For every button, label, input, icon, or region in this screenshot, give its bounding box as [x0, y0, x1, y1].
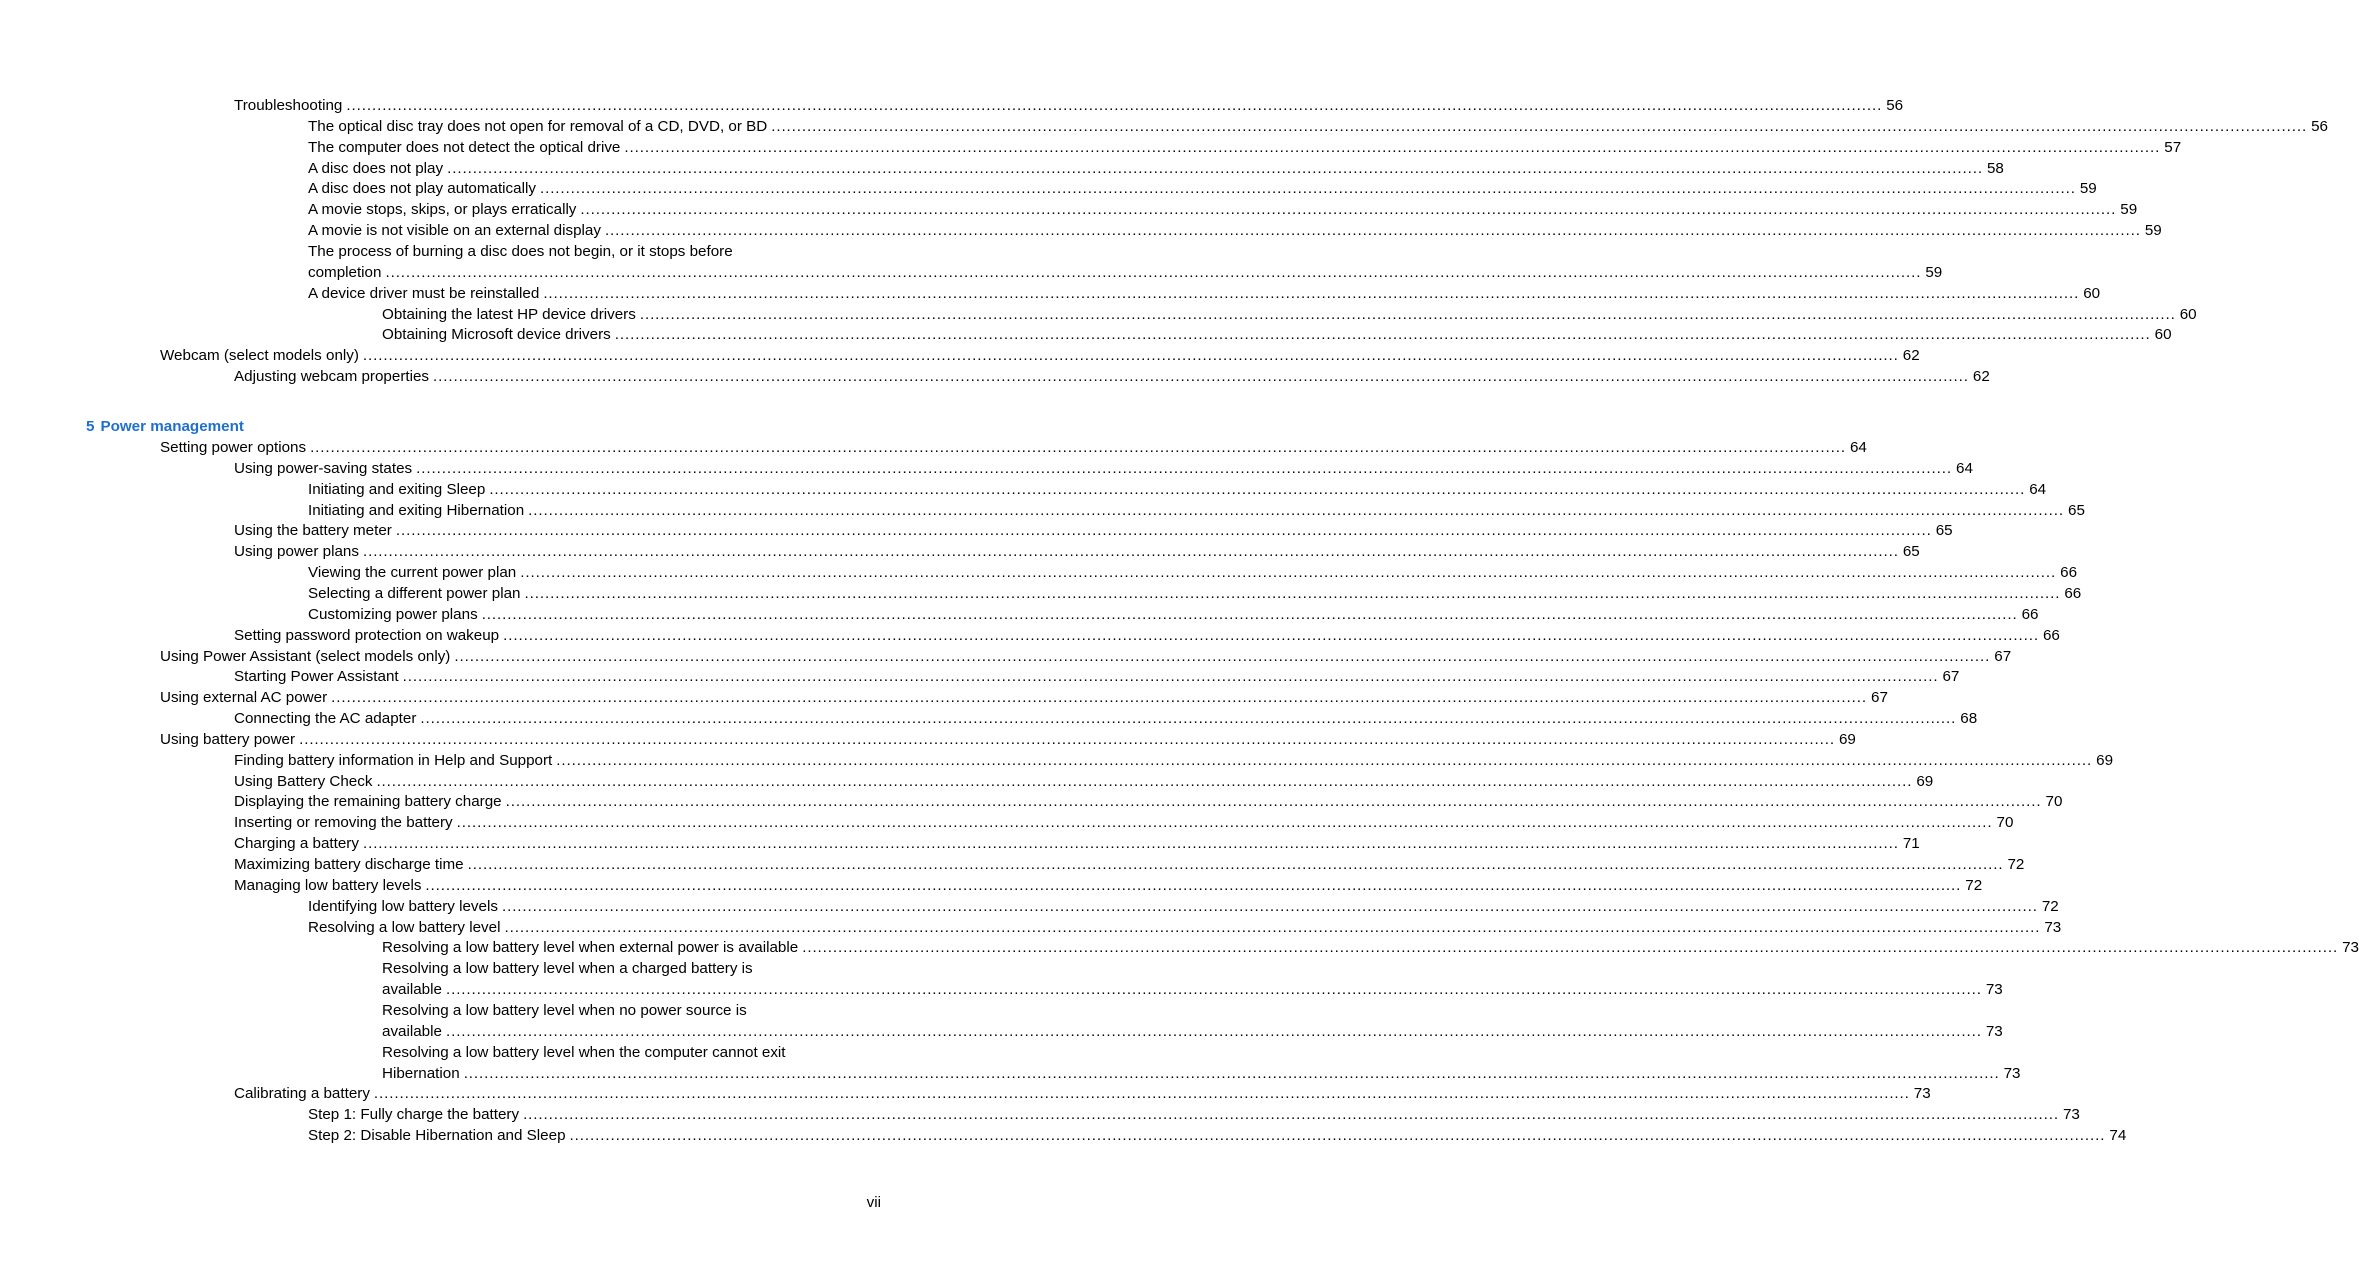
toc-entry-page: 70 — [1996, 814, 2014, 832]
toc-entry-title: A movie is not visible on an external display — [308, 222, 601, 240]
toc-entry-page: 72 — [2041, 897, 2059, 915]
toc-leader-dots: ............................................................................................................................................................................................................................................................................................................ — [362, 835, 1899, 853]
toc-entry-page: 62 — [1902, 347, 1920, 365]
toc-entry-title: Setting power options — [160, 439, 307, 456]
toc-entry[interactable] — [308, 283, 2101, 304]
toc-leader-dots: ............................................................................................................................................................................................................................................................................................................ — [524, 584, 2061, 602]
toc-entry-title: A device driver must be reinstalled — [308, 284, 540, 302]
toc-entry[interactable] — [382, 1000, 881, 1021]
toc-entry-title: Step 2: Disable Hibernation and Sleep — [308, 1127, 566, 1145]
toc-entry-title: Using power plans — [234, 543, 359, 561]
toc-entry[interactable] — [234, 95, 1904, 116]
toc-entry-title: Customizing power plans — [308, 605, 478, 623]
toc-leader-dots: ............................................................................................................................................................................................................................................................................................................ — [346, 97, 1883, 114]
toc-entry-page: 73 — [2044, 918, 2062, 936]
toc-leader-dots: ............................................................................................................................................................................................................................................................................................................ — [310, 439, 1846, 456]
toc-leader-dots: ............................................................................................................................................................................................................................................................................................................ — [376, 772, 1913, 790]
toc-entry-title: Viewing the current power plan — [308, 564, 517, 582]
toc-entry-title: The optical disc tray does not open for removal of a CD, DVD, or BD — [308, 117, 768, 135]
toc-entry[interactable] — [308, 917, 2062, 938]
toc-entry-page: 72 — [1965, 876, 1983, 894]
toc-entry-page: 67 — [1994, 647, 2012, 665]
toc-entry-title: Displaying the remaining battery charge — [234, 793, 502, 811]
toc-entry[interactable] — [234, 666, 1960, 687]
toc-entry-title: Resolving a low battery level when a charged battery is — [382, 960, 753, 978]
toc-entry[interactable] — [308, 583, 2082, 604]
toc-leader-dots: ............................................................................................................................................................................................................................................................................................................ — [539, 180, 2076, 198]
toc-entry[interactable] — [160, 729, 1856, 750]
toc-entry-page: 59 — [2120, 201, 2138, 219]
toc-leader-dots: ............................................................................................................................................................................................................................................................................................................ — [331, 689, 1868, 707]
toc-entry[interactable] — [308, 1125, 2127, 1146]
toc-leader-dots: ............................................................................................................................................................................................................................................................................................................ — [433, 368, 1969, 386]
toc-entry-title: Initiating and exiting Hibernation — [308, 501, 525, 519]
toc-entry-page: 73 — [1985, 981, 2003, 999]
toc-entry-page: 59 — [1925, 263, 1943, 281]
toc-entry-title: A disc does not play — [308, 159, 444, 177]
toc-entry[interactable] — [234, 458, 1973, 479]
toc-entry[interactable] — [308, 220, 2162, 241]
toc-leader-dots: ............................................................................................................................................................................................................................................................................................................ — [456, 814, 1993, 832]
toc-leader-dots: ............................................................................................................................................................................................................................................................................................................ — [420, 710, 1957, 728]
toc-entry-title: Hibernation — [382, 1064, 460, 1082]
toc-leader-dots: ............................................................................................................................................................................................................................................................................................................ — [445, 981, 1982, 999]
toc-entry[interactable] — [234, 541, 1920, 562]
toc-leader-dots: ............................................................................................................................................................................................................................................................................................................ — [425, 876, 1962, 894]
toc-entry[interactable] — [382, 937, 2359, 958]
toc-entry-title: Charging a battery — [234, 835, 359, 853]
chapter-title: Power management — [100, 418, 244, 435]
toc-entry[interactable] — [382, 324, 2172, 345]
toc-entry[interactable] — [234, 854, 2025, 875]
toc-leader-dots: ............................................................................................................................................................................................................................................................................................................ — [489, 480, 2026, 498]
toc-entry-page: 64 — [2029, 480, 2047, 498]
toc-entry-page: 60 — [2154, 326, 2172, 344]
toc-leader-dots: ............................................................................................................................................................................................................................................................................................................ — [362, 347, 1899, 365]
toc-entry-page: 56 — [2311, 117, 2328, 135]
toc-entry[interactable] — [382, 1063, 2021, 1084]
toc-entry-page: 65 — [1935, 522, 1953, 540]
toc-entry-page: 73 — [1985, 1022, 2003, 1040]
toc-entry-page: 69 — [1916, 772, 1934, 790]
toc-entry-page: 68 — [1960, 710, 1978, 728]
toc-entry-title: Using Power Assistant (select models only) — [160, 647, 451, 665]
toc-entry[interactable] — [234, 708, 1978, 729]
toc-leader-dots: ............................................................................................................................................................................................................................................................................................................ — [802, 939, 2339, 957]
toc-entry-page: 59 — [2144, 222, 2162, 240]
toc-entry[interactable] — [234, 1083, 1931, 1104]
toc-entry[interactable] — [382, 958, 881, 979]
toc-entry-title: Resolving a low battery level — [308, 918, 501, 936]
toc-entry[interactable] — [308, 241, 881, 262]
toc-entry[interactable] — [308, 896, 2059, 917]
toc-entry[interactable] — [234, 875, 1983, 896]
toc-entry[interactable] — [234, 625, 2060, 646]
toc-entry-page: 74 — [2109, 1127, 2127, 1145]
toc-entry-page: 56 — [1886, 97, 1904, 114]
toc-leader-dots: ............................................................................................................................................................................................................................................................................................................ — [569, 1127, 2106, 1145]
toc-entry[interactable] — [308, 137, 2182, 158]
toc-entry[interactable] — [308, 500, 2085, 521]
toc-entry-title: Initiating and exiting Sleep — [308, 480, 486, 498]
toc-entry[interactable] — [160, 437, 1867, 458]
toc-entry-page: 64 — [1956, 459, 1973, 477]
toc-entry[interactable] — [308, 199, 2138, 220]
toc-entry-page: 66 — [2021, 605, 2039, 623]
toc-entry[interactable] — [234, 791, 2063, 812]
toc-entry[interactable] — [308, 1104, 2080, 1125]
toc-entry-page: 73 — [2342, 939, 2359, 957]
toc-entry-title: Resolving a low battery level when the computer cannot exit — [382, 1043, 786, 1061]
toc-entry[interactable] — [308, 178, 2097, 199]
toc-entry[interactable] — [160, 646, 2012, 667]
toc-entry-title: Using Battery Check — [234, 772, 373, 790]
toc-entry-page: 60 — [2179, 305, 2197, 323]
chapter-heading[interactable] — [86, 416, 244, 437]
toc-leader-dots: ............................................................................................................................................................................................................................................................................................................ — [639, 305, 2176, 323]
toc-leader-dots: ............................................................................................................................................................................................................................................................................................................ — [504, 918, 2041, 936]
toc-entry-page: 62 — [1972, 368, 1990, 386]
toc-entry-page: 66 — [2042, 626, 2060, 644]
toc-entry-page: 73 — [2003, 1064, 2021, 1082]
toc-entry-title: Inserting or removing the battery — [234, 814, 453, 832]
toc-entry-page: 67 — [1942, 668, 1960, 686]
toc-entry[interactable] — [382, 304, 2197, 325]
toc-entry[interactable] — [160, 687, 1888, 708]
toc-leader-dots: ............................................................................................................................................................................................................................................................................................................ — [447, 159, 1983, 177]
toc-entry-title: Identifying low battery levels — [308, 897, 498, 915]
toc-leader-dots: ............................................................................................................................................................................................................................................................................................................ — [624, 138, 2161, 156]
toc-entry[interactable] — [160, 345, 1920, 366]
toc-entry-title: Connecting the AC adapter — [234, 710, 417, 728]
toc-entry-page: 73 — [2062, 1106, 2080, 1124]
page-number: vii — [866, 1194, 881, 1211]
toc-entry-title: The computer does not detect the optical drive — [308, 138, 621, 156]
toc-entry-title: Resolving a low battery level when external power is available — [382, 939, 799, 957]
toc-entry-title: available — [382, 1022, 442, 1040]
toc-entry-title: The process of burning a disc does not begin, or it stops before — [308, 242, 733, 260]
toc-entry-title: Starting Power Assistant — [234, 668, 399, 686]
toc-entry-page: 59 — [2079, 180, 2097, 198]
toc-entry-title: Using external AC power — [160, 689, 328, 707]
toc-leader-dots: ............................................................................................................................................................................................................................................................................................................ — [614, 326, 2151, 344]
toc-leader-dots: ............................................................................................................................................................................................................................................................................................................ — [467, 856, 2004, 873]
toc-entry-page: 65 — [2068, 501, 2085, 519]
toc-entry-page: 69 — [2096, 751, 2114, 769]
chapter-number: 5 — [86, 418, 95, 435]
toc-leader-dots: ............................................................................................................................................................................................................................................................................................................ — [528, 501, 2065, 519]
toc-entry-title: Using power-saving states — [234, 459, 413, 477]
toc-entry-title: Managing low battery levels — [234, 876, 422, 894]
toc-entry[interactable] — [234, 771, 1934, 792]
toc-entry-page: 67 — [1871, 689, 1888, 707]
toc-entry-page: 73 — [1913, 1085, 1931, 1103]
toc-leader-dots: ............................................................................................................................................................................................................................................................................................................ — [505, 793, 2042, 811]
toc-leader-dots: ............................................................................................................................................................................................................................................................................................................ — [416, 459, 1952, 477]
toc-entry-title: A disc does not play automatically — [308, 180, 536, 198]
toc-entry-page: 65 — [1902, 543, 1920, 561]
toc-entry[interactable] — [234, 750, 2114, 771]
toc-entry-page: 72 — [2007, 856, 2025, 873]
toc-entry-title: Finding battery information in Help and Support — [234, 751, 553, 769]
toc-entry-title: Using the battery meter — [234, 522, 392, 540]
toc-leader-dots: ............................................................................................................................................................................................................................................................................................................ — [373, 1085, 1910, 1103]
toc-leader-dots: ............................................................................................................................................................................................................................................................................................................ — [385, 263, 1922, 281]
toc-entry[interactable] — [308, 479, 2047, 500]
toc-leader-dots: ............................................................................................................................................................................................................................................................................................................ — [523, 1106, 2059, 1124]
toc-entry[interactable] — [382, 979, 2003, 1000]
toc-entry-title: Setting password protection on wakeup — [234, 626, 500, 644]
toc-entry-title: Webcam (select models only) — [160, 347, 359, 365]
toc-leader-dots: ............................................................................................................................................................................................................................................................................................................ — [520, 564, 2057, 582]
toc-entry-title: Using battery power — [160, 730, 296, 748]
toc-entry[interactable] — [234, 366, 1990, 387]
toc-entry-title: Obtaining Microsoft device drivers — [382, 326, 611, 344]
toc-leader-dots: ............................................................................................................................................................................................................................................................................................................ — [556, 751, 2093, 769]
toc-entry-title: Adjusting webcam properties — [234, 368, 430, 386]
toc-entry[interactable] — [308, 262, 1943, 283]
toc-leader-dots: ............................................................................................................................................................................................................................................................................................................ — [503, 626, 2039, 644]
toc-entry[interactable] — [308, 562, 2078, 583]
toc-entry-page: 66 — [2060, 564, 2078, 582]
toc-entry-page: 60 — [2083, 284, 2101, 302]
toc-leader-dots: ............................................................................................................................................................................................................................................................................................................ — [604, 222, 2141, 240]
toc-leader-dots: ............................................................................................................................................................................................................................................................................................................ — [580, 201, 2117, 219]
toc-leader-dots: ............................................................................................................................................................................................................................................................................................................ — [402, 668, 1939, 686]
toc-entry-title: Calibrating a battery — [234, 1085, 370, 1103]
toc-leader-dots: ............................................................................................................................................................................................................................................................................................................ — [771, 117, 2308, 135]
toc-leader-dots: ............................................................................................................................................................................................................................................................................................................ — [362, 543, 1899, 561]
toc-entry[interactable] — [234, 833, 1920, 854]
toc-entry[interactable] — [308, 158, 2004, 179]
toc-entry-title: Resolving a low battery level when no power source is — [382, 1001, 747, 1019]
toc-leader-dots: ............................................................................................................................................................................................................................................................................................................ — [543, 284, 2080, 302]
toc-entry[interactable] — [234, 520, 1953, 541]
toc-entry[interactable] — [234, 812, 2014, 833]
toc-entry[interactable] — [308, 604, 2039, 625]
toc-leader-dots: ............................................................................................................................................................................................................................................................................................................ — [501, 897, 2038, 915]
toc-leader-dots: ............................................................................................................................................................................................................................................................................................................ — [445, 1022, 1982, 1040]
toc-entry[interactable] — [308, 116, 2328, 137]
toc-entry-page: 66 — [2064, 584, 2082, 602]
toc-leader-dots: ............................................................................................................................................................................................................................................................................................................ — [395, 522, 1932, 540]
toc-leader-dots: ............................................................................................................................................................................................................................................................................................................ — [454, 647, 1991, 665]
toc-entry-title: Maximizing battery discharge time — [234, 856, 464, 873]
toc-entry-title: Step 1: Fully charge the battery — [308, 1106, 520, 1124]
toc-entry[interactable] — [382, 1021, 2003, 1042]
toc-entry-page: 69 — [1838, 730, 1856, 748]
toc-entry-title: Obtaining the latest HP device drivers — [382, 305, 636, 323]
toc-entry-title: Troubleshooting — [234, 97, 343, 114]
toc-entry-title: A movie stops, skips, or plays erratically — [308, 201, 577, 219]
toc-leader-dots: ............................................................................................................................................................................................................................................................................................................ — [463, 1064, 2000, 1082]
toc-leader-dots: ............................................................................................................................................................................................................................................................................................................ — [481, 605, 2018, 623]
toc-entry-title: completion — [308, 263, 382, 281]
toc-entry-page: 70 — [2045, 793, 2063, 811]
toc-entry-page: 64 — [1849, 439, 1867, 456]
toc-entry-page: 58 — [1986, 159, 2004, 177]
toc-entry-title: Selecting a different power plan — [308, 584, 521, 602]
toc-entry-title: available — [382, 981, 442, 999]
toc-entry[interactable] — [382, 1042, 881, 1063]
toc-leader-dots: ............................................................................................................................................................................................................................................................................................................ — [299, 730, 1835, 748]
toc-entry-page: 71 — [1902, 835, 1920, 853]
toc-entry-page: 57 — [2164, 138, 2182, 156]
